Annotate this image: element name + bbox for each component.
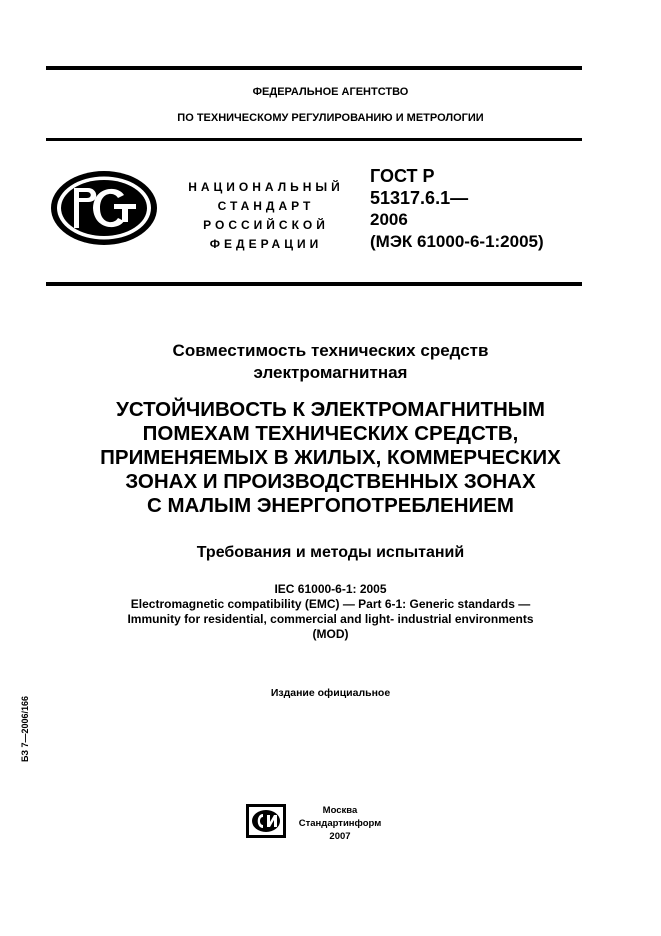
gost-r-emblem-icon — [48, 168, 160, 248]
edition-label: Издание официальное — [270, 687, 391, 699]
designation-rule — [46, 282, 582, 286]
designation-year: 2006 — [370, 210, 408, 229]
subtitle: Требования и методы испытаний — [196, 544, 465, 561]
iec-reference — [0, 582, 661, 642]
iec-line: (MOD) — [312, 627, 349, 641]
standard-type-line: НАЦИОНАЛЬНЫЙ — [188, 180, 344, 194]
designation-line: ГОСТ Р — [370, 166, 435, 186]
main-title-line: ЗОНАХ И ПРОИЗВОДСТВЕННЫХ ЗОНАХ — [125, 470, 536, 493]
iec-line: Electromagnetic compatibility (EMC) — Part 6-1: Generic standards — — [130, 597, 531, 611]
main-title-line: С МАЛЫМ ЭНЕРГОПОТРЕБЛЕНИЕМ — [146, 494, 514, 517]
designation-line: 51317.6.1— — [370, 188, 469, 208]
designation-iec: (МЭК 61000-6-1:2005) — [370, 232, 544, 251]
publisher-year: 2007 — [329, 831, 351, 842]
iec-line: Immunity for residential, commercial and light- industrial environments — [127, 612, 534, 626]
main-title-line: УСТОЙЧИВОСТЬ К ЭЛЕКТРОМАГНИТНЫМ — [116, 398, 545, 421]
general-title — [0, 340, 661, 384]
general-title-line: Совместимость технических средств — [172, 341, 489, 360]
header-rule — [46, 138, 582, 141]
top-rule — [46, 66, 582, 70]
agency-line-1: ФЕДЕРАЛЬНОЕ АГЕНТСТВО — [252, 86, 409, 98]
publisher-name: Стандартинформ — [298, 818, 382, 829]
publisher — [295, 804, 385, 843]
main-title-line: ПРИМЕНЯЕМЫХ В ЖИЛЫХ, КОММЕРЧЕСКИХ — [100, 446, 561, 469]
standard-type — [176, 178, 356, 254]
main-title — [0, 398, 661, 518]
iec-line: IEC 61000-6-1: 2005 — [274, 582, 387, 596]
main-title-line: ПОМЕХАМ ТЕХНИЧЕСКИХ СРЕДСТВ, — [142, 422, 519, 445]
standard-type-line: СТАНДАРТ — [217, 199, 315, 213]
standard-designation — [370, 165, 544, 253]
standard-type-line: ФЕДЕРАЦИИ — [209, 237, 323, 251]
standartinform-logo-icon — [246, 804, 286, 838]
standard-type-line: РОССИЙСКОЙ — [203, 218, 329, 232]
publisher-city: Москва — [322, 805, 358, 816]
general-title-line: электромагнитная — [253, 363, 408, 382]
agency-line-2: ПО ТЕХНИЧЕСКОМУ РЕГУЛИРОВАНИЮ И МЕТРОЛОГИИ — [177, 112, 484, 124]
side-code: БЗ 7—2006/166 — [20, 695, 30, 762]
